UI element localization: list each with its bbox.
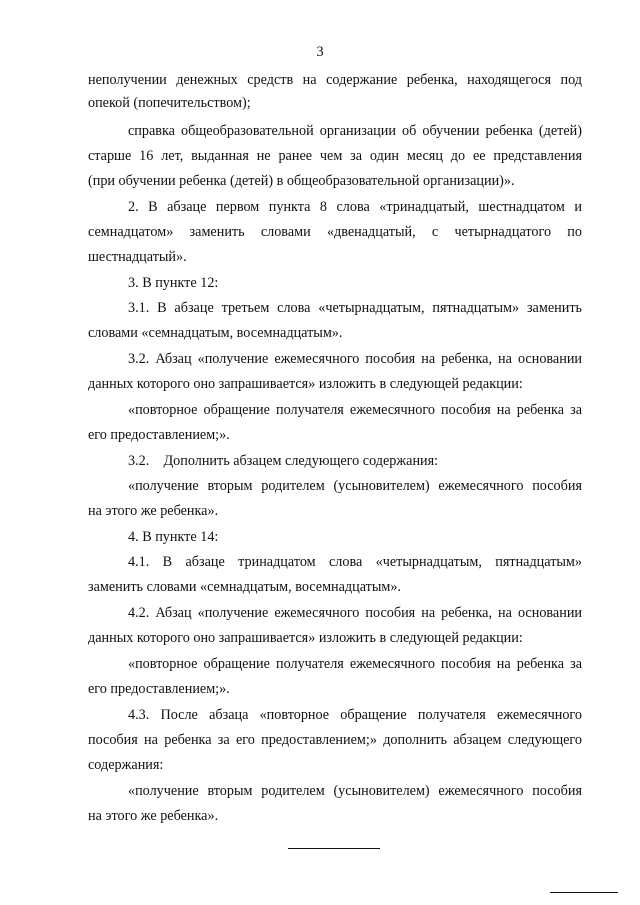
paragraph-line: старше 16 лет, выданная не ранее чем за один месяц до ее представления: [88, 148, 582, 164]
paragraph-line: «получение вторым родителем (усыновителем) ежемесячного пособия: [128, 783, 582, 799]
paragraph-line: справка общеобразовательной организации об обучении ребенка (детей): [128, 123, 582, 139]
paragraph-line: 4.1. В абзаце тринадцатом слова «четырнадцатым, пятнадцатым»: [128, 554, 582, 570]
paragraph-line: содержания:: [88, 757, 164, 773]
paragraph-line: на этого же ребенка».: [88, 503, 219, 519]
paragraph-line: семнадцатом» заменить словами «двенадцатый, с четырнадцатого по: [88, 224, 582, 240]
paragraph-line: «повторное обращение получателя ежемесячного пособия на ребенка за: [128, 656, 582, 672]
page-number: 3: [316, 44, 324, 60]
paragraph-line: словами «семнадцатым, восемнадцатым».: [88, 325, 343, 341]
paragraph-line: заменить словами «семнадцатым, восемнадцатым».: [88, 579, 402, 595]
paragraph-line: 4.3. После абзаца «повторное обращение получателя ежемесячного: [128, 707, 582, 723]
paragraph-line: 3.1. В абзаце третьем слова «четырнадцатым, пятнадцатым» заменить: [128, 300, 582, 316]
paragraph-line: пособия на ребенка за его предоставлением;» дополнить абзацем следующего: [88, 732, 582, 748]
end-separator-line: [288, 848, 380, 849]
paragraph-line: (при обучении ребенка (детей) в общеобразовательной организации)».: [88, 173, 515, 189]
paragraph-line: 4. В пункте 14:: [128, 529, 219, 545]
paragraph-line: данных которого оно запрашивается» изложить в следующей редакции:: [88, 630, 523, 646]
paragraph-line: 3.2. Дополнить абзацем следующего содержания:: [128, 453, 439, 469]
paragraph-line: 3.2. Абзац «получение ежемесячного пособия на ребенка, на основании: [128, 351, 582, 367]
paragraph-line: данных которого оно запрашивается» изложить в следующей редакции:: [88, 376, 523, 392]
paragraph-line: неполучении денежных средств на содержание ребенка, находящегося под: [88, 72, 582, 88]
footer-mark-line: [550, 892, 618, 893]
paragraph-line: 3. В пункте 12:: [128, 275, 219, 291]
paragraph-line: его предоставлением;».: [88, 681, 230, 697]
paragraph-line: «повторное обращение получателя ежемесячного пособия на ребенка за: [128, 402, 582, 418]
paragraph-line: его предоставлением;».: [88, 427, 230, 443]
paragraph-line: шестнадцатый».: [88, 249, 187, 265]
paragraph-line: 2. В абзаце первом пункта 8 слова «тринадцатый, шестнадцатом и: [128, 199, 582, 215]
paragraph-line: на этого же ребенка».: [88, 808, 219, 824]
paragraph-line: «получение вторым родителем (усыновителем) ежемесячного пособия: [128, 478, 582, 494]
paragraph-line: 4.2. Абзац «получение ежемесячного пособия на ребенка, на основании: [128, 605, 582, 621]
paragraph-line: опекой (попечительством);: [88, 95, 251, 111]
